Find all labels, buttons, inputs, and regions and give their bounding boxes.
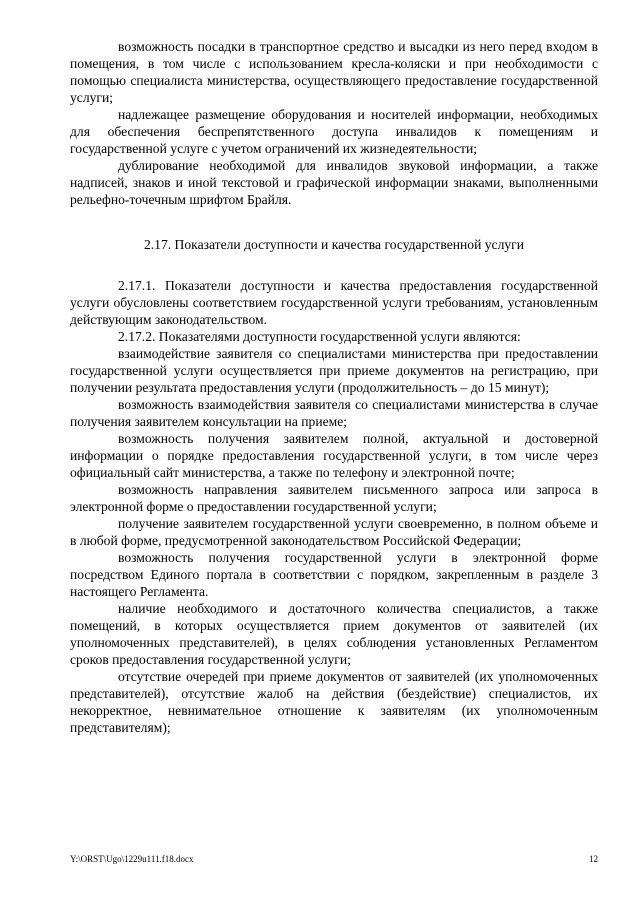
paragraph: возможность посадки в транспортное средство и высадки из него перед входом в помещения, в том числе с использованием кресла-коляски и при необходимости с помощью специалиста министерства, осуществляющего предоставление государственной услуги; — [70, 39, 598, 105]
section-heading: 2.17. Показатели доступности и качества государственной услуги — [143, 237, 525, 252]
paragraph: отсутствие очередей при приеме документов от заявителей (их уполномоченных представителей), отсутствие жалоб на действия (бездействие) специалистов, их некорректное, невнимательное отношение к заявителям (их уполномоченным представителям); — [70, 669, 598, 735]
paragraph: возможность получения заявителем полной, актуальной и достоверной информации о порядке предоставления государственной услуги, в том числе через официальный сайт министерства, а также по телефону и электронной почте; — [70, 431, 598, 480]
document-body — [70, 38, 598, 736]
paragraph: получение заявителем государственной услуги своевременно, в полном объеме и в любой форме, предусмотренной законодательством Российской Федерации; — [70, 516, 598, 548]
paragraph: возможность направления заявителем письменного запроса или запроса в электронной форме о предоставлении государственной услуги; — [70, 482, 598, 514]
paragraph: надлежащее размещение оборудования и носителей информации, необходимых для обеспечения беспрепятственного доступа инвалидов к помещениям и государственной услуге с учетом ограничений их жизнедеятельности; — [70, 107, 598, 156]
paragraph: 2.17.2. Показателями доступности государственной услуги являются: — [118, 329, 521, 344]
paragraph: дублирование необходимой для инвалидов звуковой информации, а также надписей, знаков и иной текстовой и графической информации знаками, выполненными рельефно-точечным шрифтом Брайля. — [70, 158, 598, 207]
paragraph: возможность получения государственной услуги в электронной форме посредством Единого портала в соответствии с порядком, закрепленным в разделе 3 настоящего Регламента. — [70, 550, 598, 599]
page-number: 12 — [589, 854, 598, 864]
paragraph: 2.17.1. Показатели доступности и качества предоставления государственной услуги обусловлены соответствием государственной услуги требованиям, установленным действующим законодательством. — [70, 278, 598, 327]
paragraph: взаимодействие заявителя со специалистами министерства при предоставлении государственной услуги осуществляется при приеме документов на регистрацию, при получении результата предоставления услуги (продолжительность – до 15 минут); — [70, 346, 598, 395]
footer-file-path: Y:\ORST\Ugo\1229u111.f18.docx — [70, 854, 194, 864]
paragraph: возможность взаимодействия заявителя со специалистами министерства в случае получения заявителем консультации на приеме; — [70, 397, 598, 429]
paragraph: наличие необходимого и достаточного количества специалистов, а также помещений, в которых осуществляется прием документов от заявителей (их уполномоченных представителей), в целях соблюдения установленных Регламентом сроков предоставления государственной услуги; — [70, 601, 598, 667]
